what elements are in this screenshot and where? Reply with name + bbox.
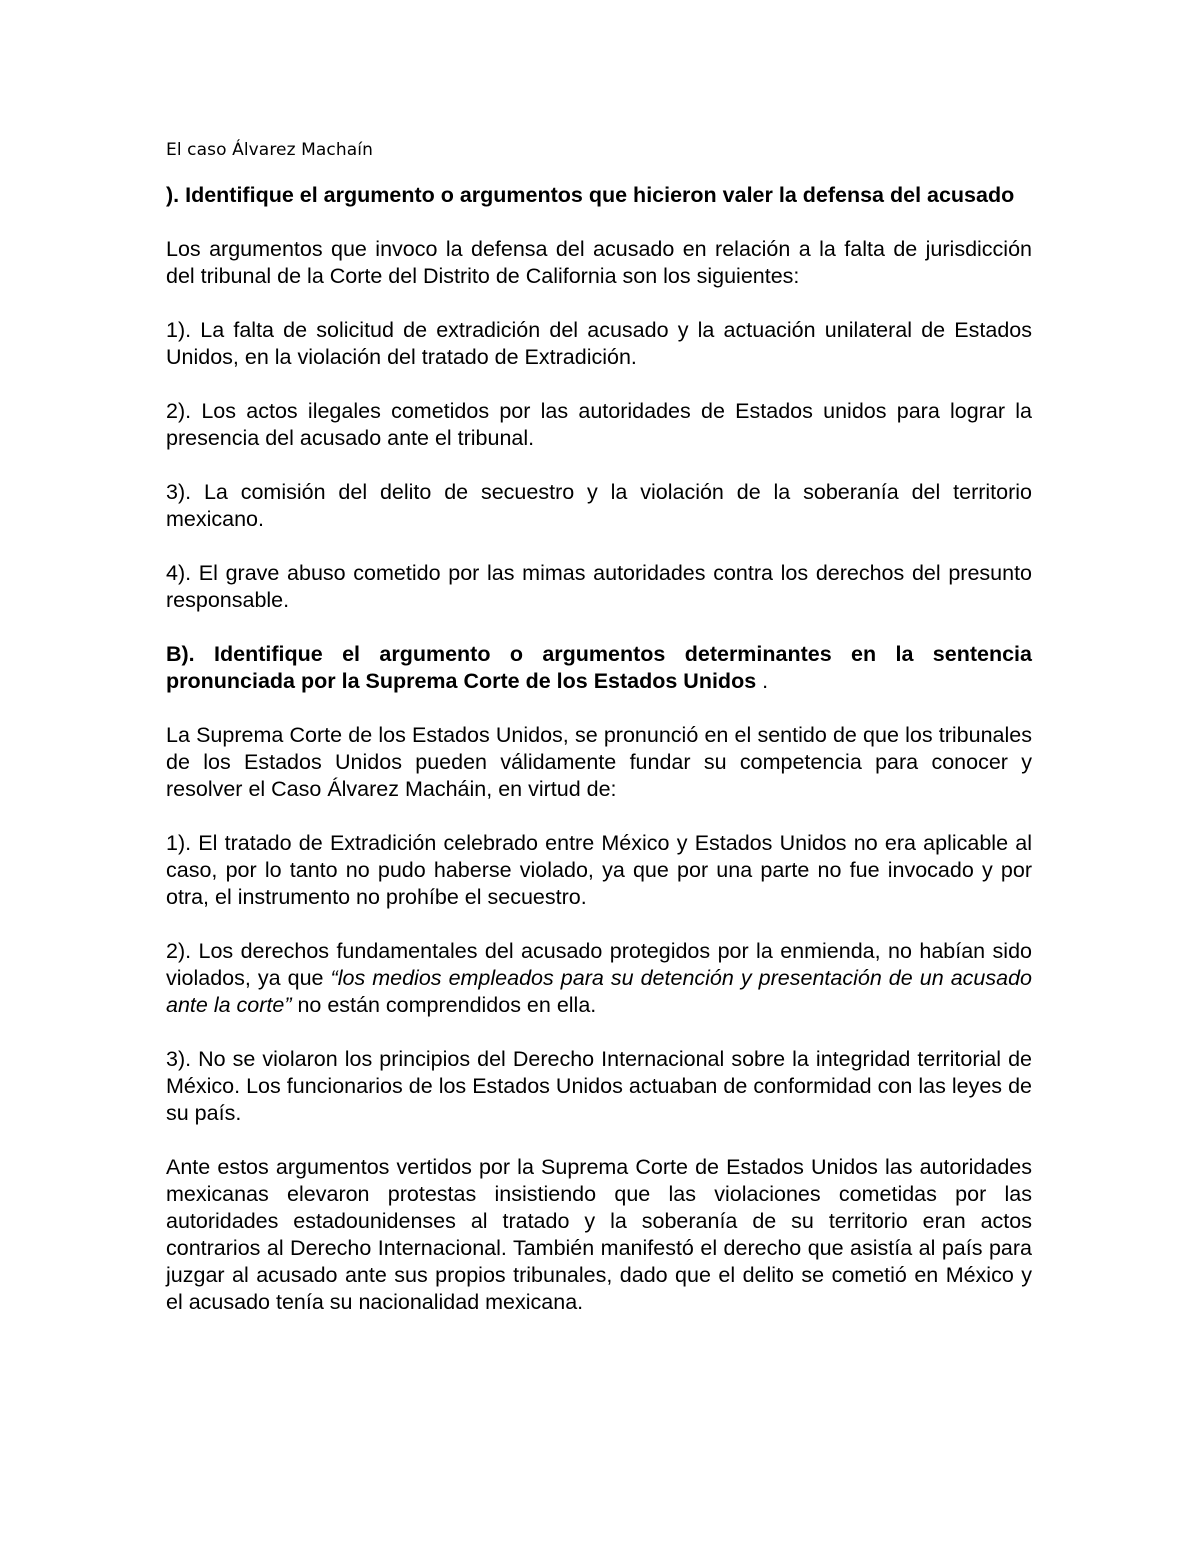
question-a-intro: Los argumentos que invoco la defensa del acusado en relación a la falta de jurisdicción del tribunal de la Corte del Distrito de California son los siguientes: — [166, 237, 1032, 288]
question-b-intro: La Suprema Corte de los Estados Unidos, se pronunció en el sentido de que los tribunales de los Estados Unidos pueden válidamente fundar su competencia para conocer y resolver el Caso Álvarez Macháin, en virtud de: — [166, 723, 1032, 801]
document-title: El caso Álvarez Machaín — [166, 140, 373, 160]
defense-argument-2: 2). Los actos ilegales cometidos por las autoridades de Estados unidos para lograr la presencia del acusado ante el tribunal. — [166, 399, 1032, 450]
conclusion-paragraph: Ante estos argumentos vertidos por la Suprema Corte de Estados Unidos las autoridades mexicanas elevaron protestas insistiendo que las violaciones cometidas por las autoridades estadounidenses al tratado y la soberanía de su territorio eran actos contrarios al Derecho Internacional. También manifestó el derecho que asistía al país para juzgar al acusado ante sus propios tribunales, dado que el delito se cometió en México y el acusado tenía su nacionalidad mexicana. — [166, 1155, 1032, 1314]
defense-argument-3: 3). La comisión del delito de secuestro y la violación de la soberanía del territorio mexicano. — [166, 480, 1032, 531]
court-argument-3: 3). No se violaron los principios del Derecho Internacional sobre la integridad territorial de México. Los funcionarios de los Estados Unidos actuaban de conformidad con las leyes de su país. — [166, 1047, 1032, 1125]
question-b-heading — [166, 641, 1032, 695]
question-b-heading-text: B). Identifique el argumento o argumentos determinantes en la sentencia pronunciada por la Suprema Corte de los Estados Unidos — [166, 642, 1032, 693]
question-a-heading: ). Identifique el argumento o argumentos que hicieron valer la defensa del acusado — [166, 183, 1015, 207]
defense-argument-4: 4). El grave abuso cometido por las mimas autoridades contra los derechos del presunto responsable. — [166, 561, 1032, 612]
court-argument-2-quote: “los medios empleados para su detención y presentación de un acusado ante la corte” — [166, 966, 1032, 1017]
question-b-heading-suffix: . — [756, 669, 769, 693]
court-argument-2-suffix: no están comprendidos en ella. — [291, 993, 597, 1017]
court-argument-2 — [166, 938, 1032, 1019]
defense-argument-1: 1). La falta de solicitud de extradición del acusado y la actuación unilateral de Estados Unidos, en la violación del tratado de Extradición. — [166, 318, 1032, 369]
document-page — [166, 138, 1032, 1316]
court-argument-2-prefix: 2). Los derechos fundamentales del acusado protegidos por la enmienda, no habían sido violados, ya que — [166, 939, 1032, 990]
court-argument-1: 1). El tratado de Extradición celebrado entre México y Estados Unidos no era aplicable al caso, por lo tanto no pudo haberse violado, ya que por una parte no fue invocado y por otra, el instrumento no prohíbe el secuestro. — [166, 831, 1032, 909]
